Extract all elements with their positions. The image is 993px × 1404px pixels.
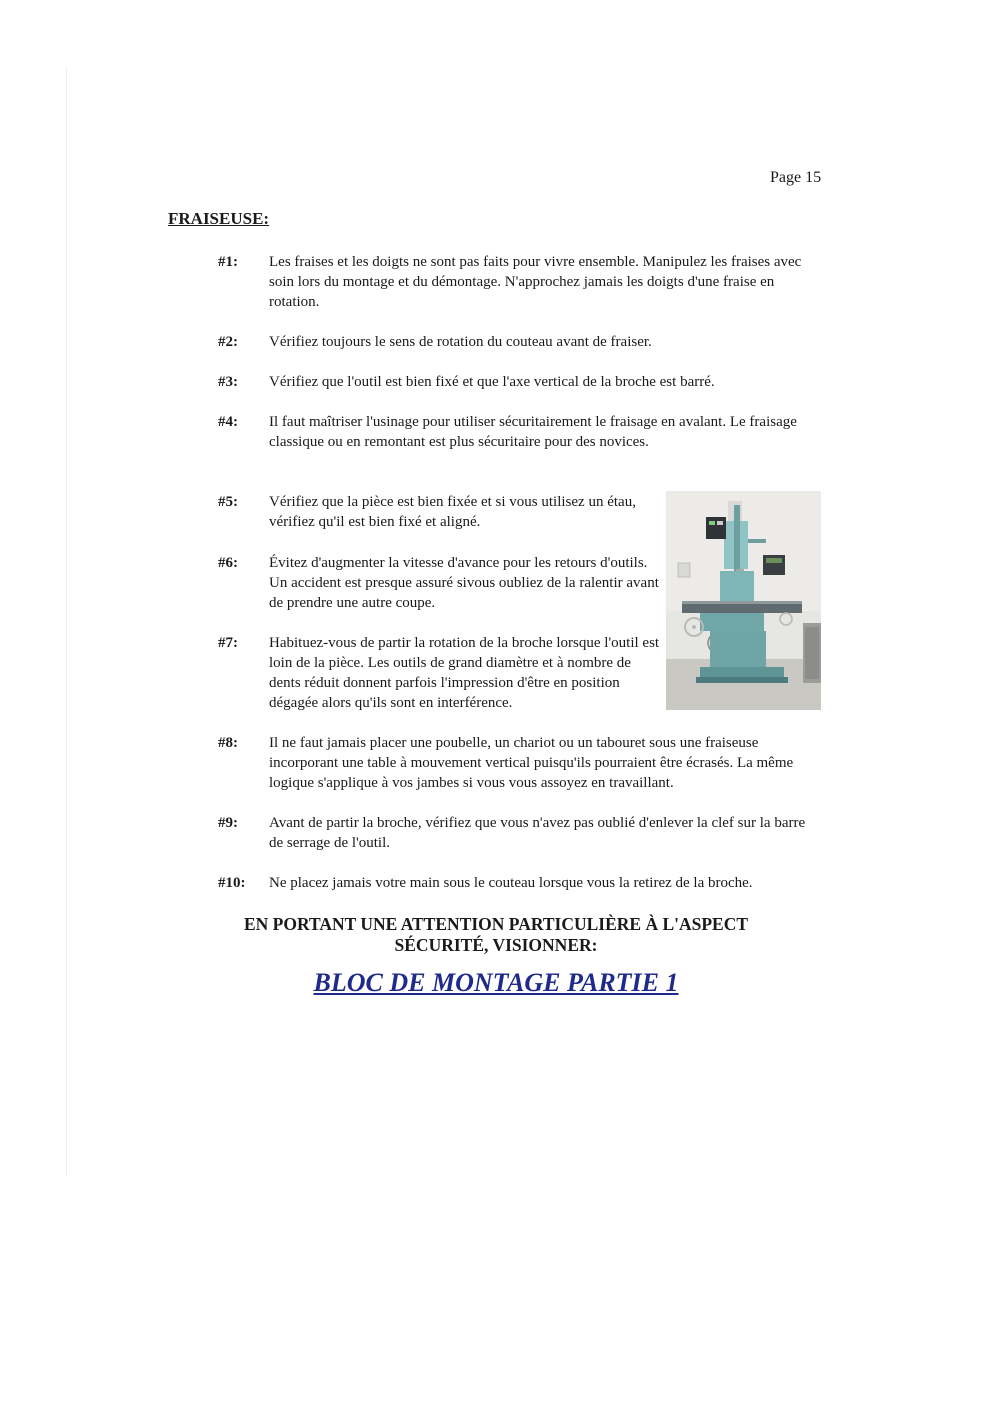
rule-number: #1: (218, 254, 238, 270)
page-margin-line (66, 66, 67, 1176)
notice-heading (190, 914, 802, 956)
page-number: Page 15 (770, 169, 822, 186)
rule-number: #9: (218, 815, 238, 831)
rule-number: #5: (218, 494, 238, 510)
rule-number: #2: (218, 334, 238, 350)
rule-number: #10: (218, 875, 246, 891)
rule-text: Il faut maîtriser l'usinage pour utiliser sécuritairement le fraisage en avalant. Le fraisage classique ou en remontant est plus sécuritaire pour des novices. (269, 414, 797, 450)
rule-text: Vérifiez que l'outil est bien fixé et que l'axe vertical de la broche est barré. (269, 374, 715, 390)
rule-text: Il ne faut jamais placer une poubelle, un chariot ou un tabouret sous une fraiseuse incorporant une table à mouvement vertical puisqu'ils pourraient être écrasés. La même logique s'applique à vos jambes si vous vous assoyez en travaillant. (269, 735, 794, 791)
notice-line-1: EN PORTANT UNE ATTENTION PARTICULIÈRE À L'ASPECT (243, 914, 749, 934)
rule-number: #6: (218, 555, 238, 571)
rule-number: #4: (218, 414, 238, 430)
milling-machine-photo (666, 491, 821, 710)
rule-text: Avant de partir la broche, vérifiez que vous n'avez pas oublié d'enlever la clef sur la barre de serrage de l'outil. (269, 815, 806, 851)
rule-number: #7: (218, 635, 238, 651)
notice-line-2: SÉCURITÉ, VISIONNER: (394, 935, 598, 955)
rule-text: Vérifiez toujours le sens de rotation du couteau avant de fraiser. (269, 334, 652, 350)
section-title: FRAISEUSE: (168, 209, 270, 228)
rule-text: Les fraises et les doigts ne sont pas faits pour vivre ensemble. Manipulez les fraises avec soin lors du montage et du démontage. N'approchez jamais les doigts d'une fraise en rotation. (269, 254, 802, 310)
rule-number: #8: (218, 735, 238, 751)
rule-text: Évitez d'augmenter la vitesse d'avance pour les retours d'outils. Un accident est presque assuré sivous oubliez de la ralentir avant de prendre une autre coupe. (269, 555, 659, 611)
rule-text: Vérifiez que la pièce est bien fixée et si vous utilisez un étau, vérifiez qu'il est bien fixé et aligné. (269, 494, 636, 530)
rule-text: Ne placez jamais votre main sous le couteau lorsque vous la retirez de la broche. (269, 875, 753, 891)
video-link[interactable]: BLOC DE MONTAGE PARTIE 1 (313, 968, 679, 997)
rule-number: #3: (218, 374, 238, 390)
rule-text: Habituez-vous de partir la rotation de la broche lorsque l'outil est loin de la pièce. Les outils de grand diamètre et à nombre de dents réduit donnent parfois l'impression d'être en position dégagée alors qu'ils sont en interférence. (269, 635, 660, 711)
